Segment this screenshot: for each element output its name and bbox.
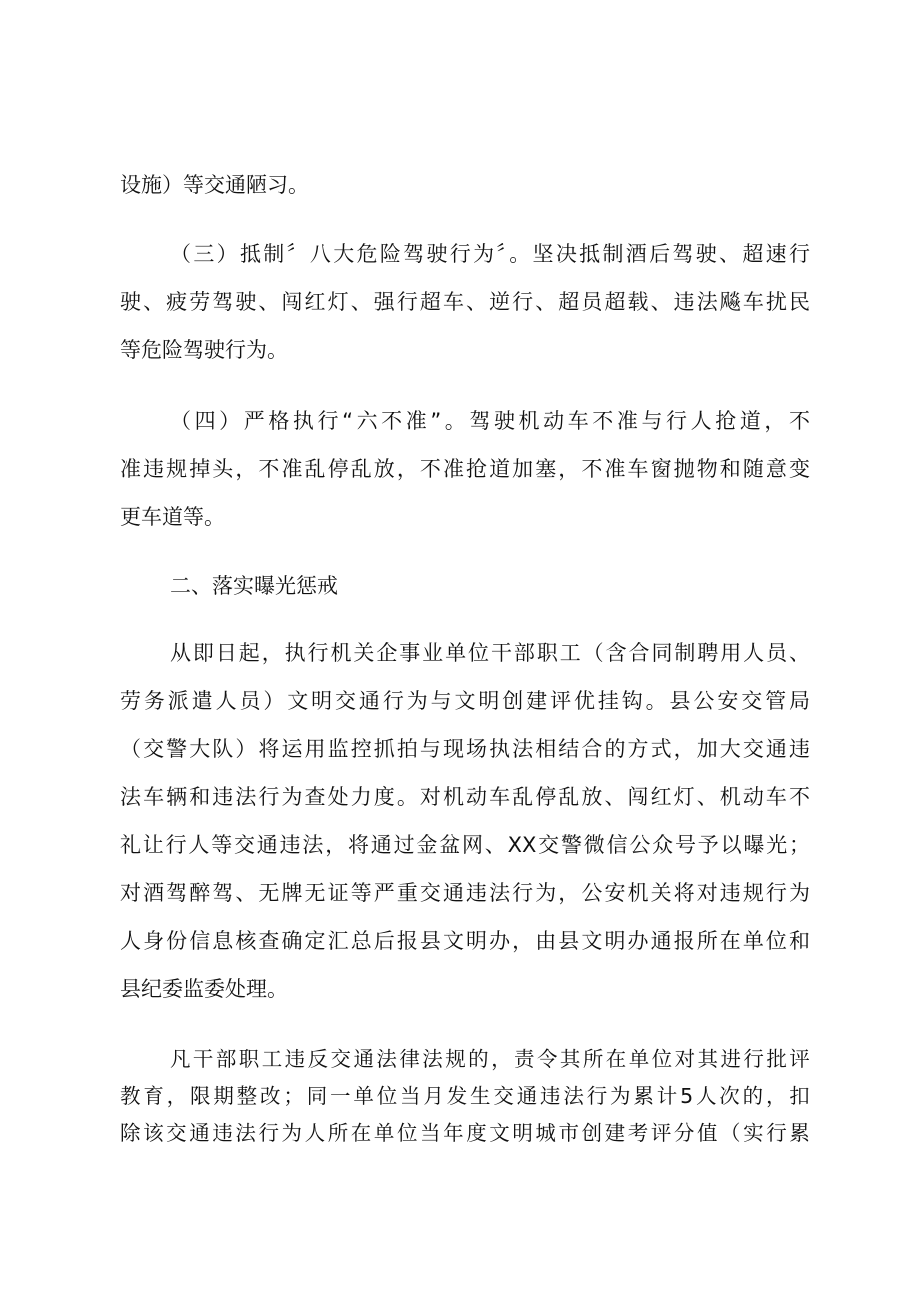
section-heading: 二、落实曝光惩戒	[170, 574, 338, 598]
paragraph-line: （四）严格执行“六不准”。驾驶机动车不准与行人抢道，不	[170, 409, 810, 433]
paragraph-line: 更车道等。	[120, 505, 225, 529]
paragraph-line: 准违规掉头，不准乱停乱放，不准抢道加塞，不准车窗抛物和随意变	[120, 457, 810, 481]
paragraph-line: 从即日起，执行机关企事业单位干部职工（含合同制聘用人员、	[170, 641, 810, 665]
paragraph-line: 法车辆和违法行为查处力度。对机动车乱停乱放、闯红灯、机动车不	[120, 785, 810, 809]
paragraph-line: 劳务派遣人员）文明交通行为与文明创建评优挂钩。县公安交管局	[120, 689, 810, 713]
paragraph-line: 设施）等交通陋习。	[120, 173, 309, 197]
paragraph-line: 等危险驾驶行为。	[120, 338, 288, 362]
paragraph-line: （交警大队）将运用监控抓拍与现场执法相结合的方式，加大交通违	[120, 737, 810, 761]
paragraph-line: 礼让行人等交通违法，将通过金盆网、XX交警微信公众号予以曝光；	[120, 833, 810, 857]
paragraph-line: 人身份信息核查确定汇总后报县文明办，由县文明办通报所在单位和	[120, 929, 810, 953]
paragraph-line: 对酒驾醉驾、无牌无证等严重交通违法行为，公安机关将对违规行为	[120, 881, 810, 905]
paragraph-line: 凡干部职工违反交通法律法规的，责令其所在单位对其进行批评	[170, 1047, 810, 1071]
paragraph-line: 县纪委监委处理。	[120, 977, 288, 1001]
paragraph-line: 除该交通违法行为人所在单位当年度文明城市创建考评分值（实行累	[120, 1121, 810, 1145]
paragraph-line: 驶、疲劳驾驶、闯红灯、强行超车、逆行、超员超载、违法飚车扰民	[120, 290, 810, 314]
paragraph-line: 教育，限期整改；同一单位当月发生交通违法行为累计5人次的，扣	[120, 1084, 810, 1108]
paragraph-line: （三）抵制〞八大危险驾驶行为〞。坚决抵制酒后驾驶、超速行	[170, 242, 810, 266]
